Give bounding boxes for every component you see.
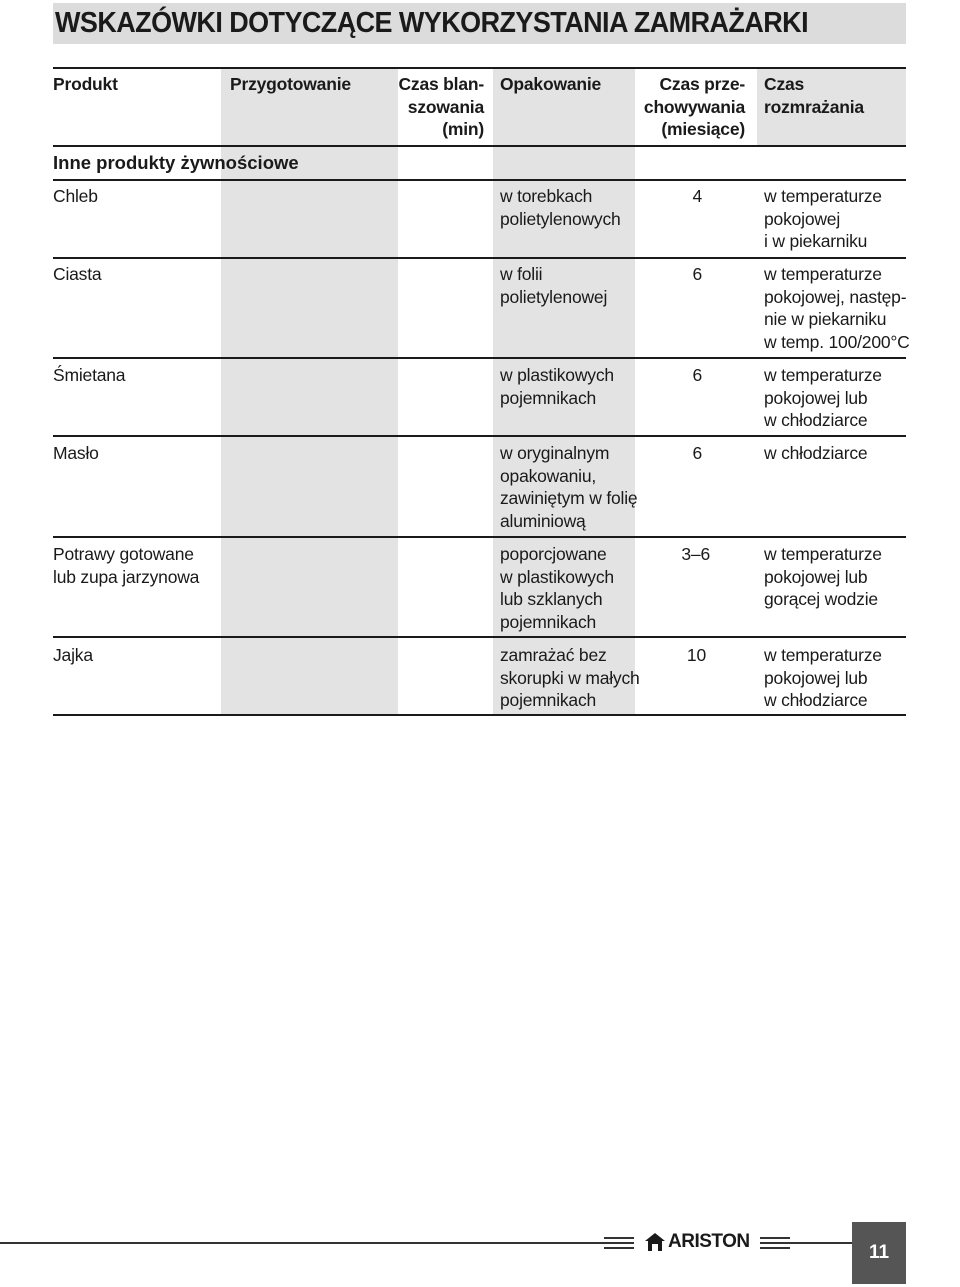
rule-row-2 [53, 357, 906, 359]
page-number: 11 [868, 1242, 890, 1263]
row-produkt: Śmietana [53, 365, 126, 385]
rule-row-5 [53, 636, 906, 638]
row-produkt: Masło [53, 443, 99, 463]
row-czas: 6 [692, 365, 702, 385]
rule-row-3 [53, 435, 906, 437]
row-opakowanie: w plastikowych pojemnikach [500, 365, 614, 408]
row-czas: 6 [692, 443, 702, 463]
row-rozmrazanie: w temperaturze pokojowej lub w chłodziarce [764, 645, 882, 710]
row-produkt: Chleb [53, 186, 98, 206]
row-czas: 4 [692, 186, 702, 206]
page-title: WSKAZÓWKI DOTYCZĄCE WYKORZYSTANIA ZAMRAŻARKI [55, 7, 809, 39]
row-rozmrazanie: w temperaturze pokojowej i w piekarniku [764, 186, 882, 251]
title-bar [53, 3, 906, 44]
row-opakowanie: w folii polietylenowej [500, 264, 608, 307]
footer-rule-left-3 [604, 1247, 634, 1249]
row-czas: 10 [686, 645, 706, 665]
rule-section [53, 179, 906, 181]
row-opakowanie: poporcjowane w plastikowych lub szklanych pojemnikach [500, 544, 614, 632]
rule-header [53, 145, 906, 147]
row-opakowanie: zamrażać bez skorupki w małych pojemnikach [500, 645, 640, 710]
rule-row-1 [53, 257, 906, 259]
page-number-box [852, 1222, 906, 1284]
footer-rule-right-3 [760, 1247, 790, 1249]
rule-top [53, 67, 906, 69]
section-title: Inne produkty żywnościowe [53, 152, 299, 173]
row-produkt: Jajka [53, 645, 93, 665]
row-rozmrazanie: w temperaturze pokojowej lub gorącej wodzie [764, 544, 882, 609]
row-rozmrazanie: w temperaturze pokojowej lub w chłodziarce [764, 365, 882, 430]
header-czas-blanszowania: Czas blan- szowania (min) [398, 74, 484, 139]
rule-bottom [53, 714, 906, 716]
house-logo-icon [644, 1231, 666, 1253]
row-czas: 3–6 [681, 544, 710, 564]
brand-name: ARISTON [668, 1231, 750, 1252]
header-czas-przechowywania: Czas prze- chowywania (miesiące) [643, 74, 745, 139]
brand-logo [644, 1228, 750, 1256]
header-przygotowanie: Przygotowanie [230, 74, 351, 94]
header-czas-rozmrazania: Czas rozmrażania [764, 74, 864, 117]
header-produkt: Produkt [53, 74, 118, 94]
row-opakowanie: w oryginalnym opakowaniu, zawiniętym w folię aluminiową [500, 443, 638, 531]
row-produkt: Potrawy gotowane lub zupa jarzynowa [53, 544, 200, 587]
footer-rule-left [0, 1242, 634, 1244]
row-opakowanie: w torebkach polietylenowych [500, 186, 621, 229]
footer-rule-left-2 [604, 1237, 634, 1239]
footer-rule-right [760, 1242, 852, 1244]
row-produkt: Ciasta [53, 264, 102, 284]
footer-rule-right-2 [760, 1237, 790, 1239]
row-rozmrazanie: w chłodziarce [764, 443, 868, 463]
row-czas: 6 [692, 264, 702, 284]
rule-row-4 [53, 536, 906, 538]
header-opakowanie: Opakowanie [500, 74, 602, 94]
row-rozmrazanie: w temperaturze pokojowej, następ- nie w piekarniku w temp. 100/200°C [764, 264, 910, 352]
